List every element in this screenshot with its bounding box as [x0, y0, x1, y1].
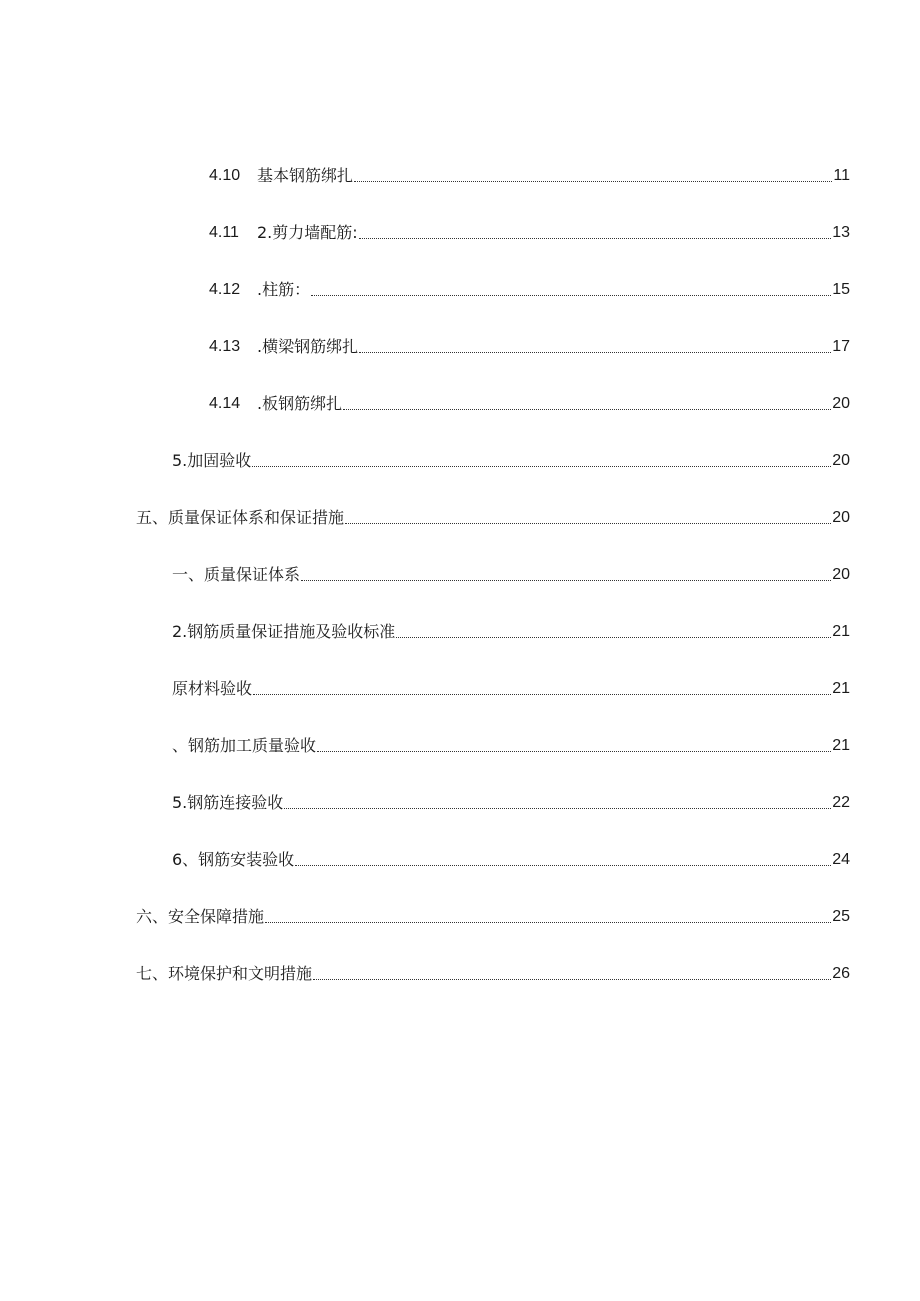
toc-dot-leader [295, 864, 831, 866]
toc-entry-installation-acceptance[interactable] [172, 844, 850, 870]
toc-entry-page: 21 [832, 737, 850, 754]
toc-dot-leader [313, 978, 831, 980]
toc-entry-4-10[interactable] [209, 160, 850, 186]
toc-entry-reinforcement-acceptance[interactable] [172, 445, 850, 471]
toc-dot-leader [354, 180, 832, 182]
toc-entry-title: 基本钢筋绑扎 [257, 166, 354, 185]
toc-entry-quality-system[interactable] [172, 559, 850, 585]
toc-entry-raw-material[interactable] [172, 673, 850, 699]
toc-entry-title: 6、钢筋安装验收 [172, 850, 295, 869]
toc-entry-number: 4.13 [209, 338, 241, 355]
toc-dot-leader [301, 579, 831, 581]
toc-entry-page: 22 [832, 794, 850, 811]
toc-dot-leader [343, 408, 831, 410]
toc-entry-number: 4.14 [209, 395, 241, 412]
toc-entry-page: 15 [832, 281, 850, 298]
toc-entry-number: 4.11 [209, 224, 239, 241]
toc-entry-chapter-5[interactable] [136, 502, 850, 528]
toc-dot-leader [252, 465, 831, 467]
toc-dot-leader [311, 294, 831, 296]
toc-entry-page: 20 [832, 452, 850, 469]
toc-entry-title: 六、安全保障措施 [136, 907, 265, 926]
toc-entry-title: 五、质量保证体系和保证措施 [136, 508, 345, 527]
toc-entry-page: 20 [832, 395, 850, 412]
toc-entry-title: 原材料验收 [172, 679, 253, 698]
toc-entry-page: 24 [832, 851, 850, 868]
toc-entry-4-13[interactable] [209, 331, 850, 357]
toc-entry-4-12[interactable] [209, 274, 850, 300]
toc-entry-page: 21 [832, 680, 850, 697]
toc-entry-title: 5.加固验收 [172, 451, 252, 470]
toc-entry-4-14[interactable] [209, 388, 850, 414]
toc-entry-chapter-6[interactable] [136, 901, 850, 927]
toc-entry-page: 20 [832, 566, 850, 583]
toc-entry-number: 4.12 [209, 281, 241, 298]
toc-dot-leader [284, 807, 831, 809]
toc-entry-title: 、钢筋加工质量验收 [172, 736, 317, 755]
toc-entry-title: 2.钢筋质量保证措施及验收标准 [172, 622, 396, 641]
toc-entry-title: 一、质量保证体系 [172, 565, 301, 584]
toc-entry-title: .板钢筋绑扎 [257, 394, 343, 413]
toc-dot-leader [359, 237, 832, 239]
toc-entry-page: 21 [832, 623, 850, 640]
toc-dot-leader [317, 750, 831, 752]
toc-entry-title: 2.剪力墙配筋: [257, 223, 358, 242]
toc-entry-title: .横梁钢筋绑扎 [257, 337, 359, 356]
toc-entry-page: 25 [832, 908, 850, 925]
toc-entry-4-11[interactable] [209, 217, 850, 243]
toc-entry-chapter-7[interactable] [136, 958, 850, 984]
toc-entry-page: 11 [833, 167, 850, 184]
toc-entry-page: 20 [832, 509, 850, 526]
toc-entry-title: .柱筋： [257, 280, 311, 299]
toc-entry-processing-quality[interactable] [172, 730, 850, 756]
toc-dot-leader [253, 693, 831, 695]
toc-entry-quality-measures[interactable] [172, 616, 850, 642]
toc-entry-page: 17 [832, 338, 850, 355]
toc-entry-title: 5.钢筋连接验收 [172, 793, 284, 812]
toc-entry-title: 七、环境保护和文明措施 [136, 964, 313, 983]
toc-dot-leader [265, 921, 831, 923]
toc-entry-page: 26 [832, 965, 850, 982]
toc-entry-page: 13 [832, 224, 850, 241]
toc-dot-leader [396, 636, 831, 638]
toc-entry-connection-acceptance[interactable] [172, 787, 850, 813]
toc-dot-leader [359, 351, 831, 353]
toc-entry-number: 4.10 [209, 167, 241, 184]
toc-dot-leader [345, 522, 831, 524]
